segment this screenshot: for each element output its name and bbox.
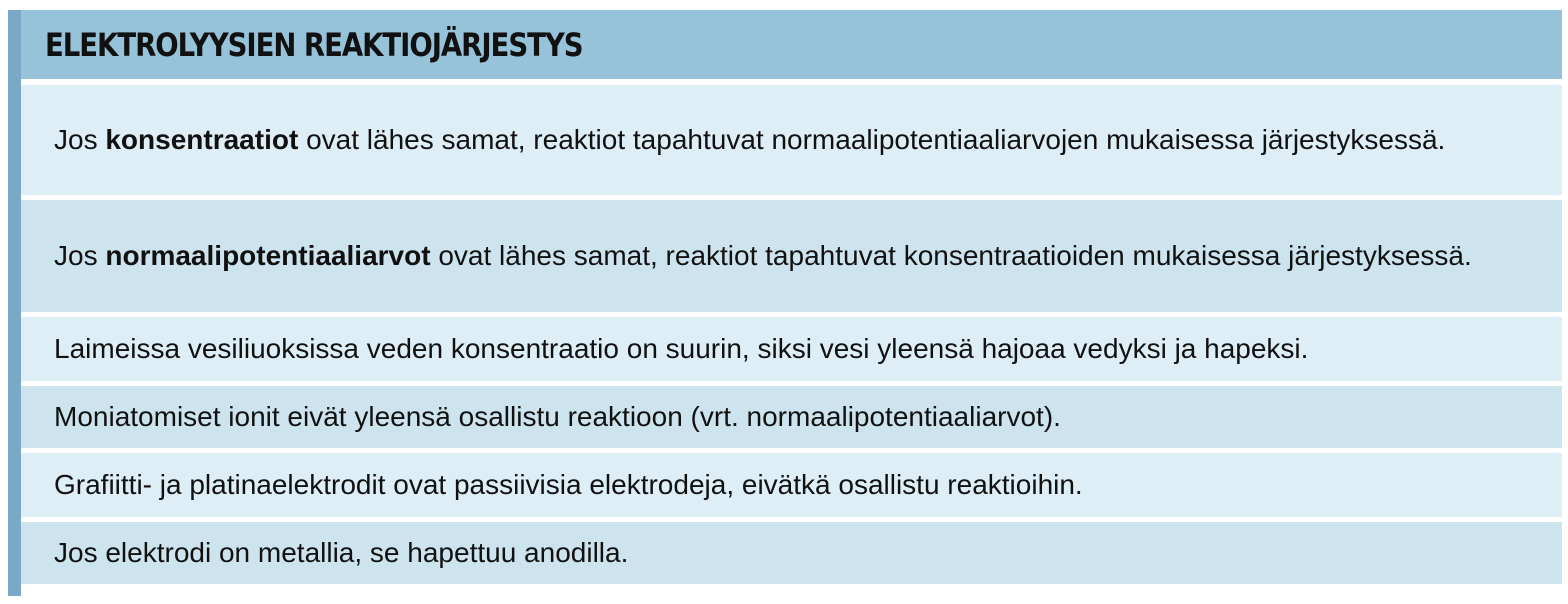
- info-box-title: ELEKTROLYYSIEN REAKTIOJÄRJESTYS: [45, 25, 583, 64]
- info-box: [8, 10, 1562, 596]
- rule-text-2: [54, 234, 1472, 278]
- rule-text-2-bold: normaalipotentiaaliarvot: [105, 240, 431, 271]
- rule-row-1: [21, 85, 1562, 195]
- rule-text-1-bold: konsentraatiot: [105, 124, 299, 155]
- rule-row-5: [21, 453, 1562, 517]
- rule-text-1: [54, 118, 1445, 162]
- rule-text-3: Laimeissa vesiliuoksissa veden konsentraatio on suurin, siksi vesi yleensä hajoaa vedyksi ja hapeksi.: [54, 333, 1309, 364]
- info-box-header: [21, 10, 1562, 79]
- rule-text-5: Grafiitti- ja platinaelektrodit ovat passiivisia elektrodeja, eivätkä osallistu reaktioihin.: [54, 469, 1083, 500]
- rule-row-4: [21, 386, 1562, 448]
- rule-text-6: Jos elektrodi on metallia, se hapettuu anodilla.: [54, 537, 629, 568]
- rule-text-1-after: ovat lähes samat, reaktiot tapahtuvat normaalipotentiaaliarvojen mukaisessa järjestyksessä.: [298, 124, 1446, 155]
- rule-row-2: [21, 200, 1562, 312]
- rule-text-1-before: Jos: [54, 124, 106, 155]
- rule-row-6: [21, 522, 1562, 584]
- rule-text-4: Moniatomiset ionit eivät yleensä osallistu reaktioon (vrt. normaalipotentiaaliarvot).: [54, 401, 1061, 432]
- rule-text-2-after: ovat lähes samat, reaktiot tapahtuvat konsentraatioiden mukaisessa järjestyksessä.: [430, 240, 1472, 271]
- rule-text-2-before: Jos: [54, 240, 106, 271]
- rule-row-3: [21, 317, 1562, 381]
